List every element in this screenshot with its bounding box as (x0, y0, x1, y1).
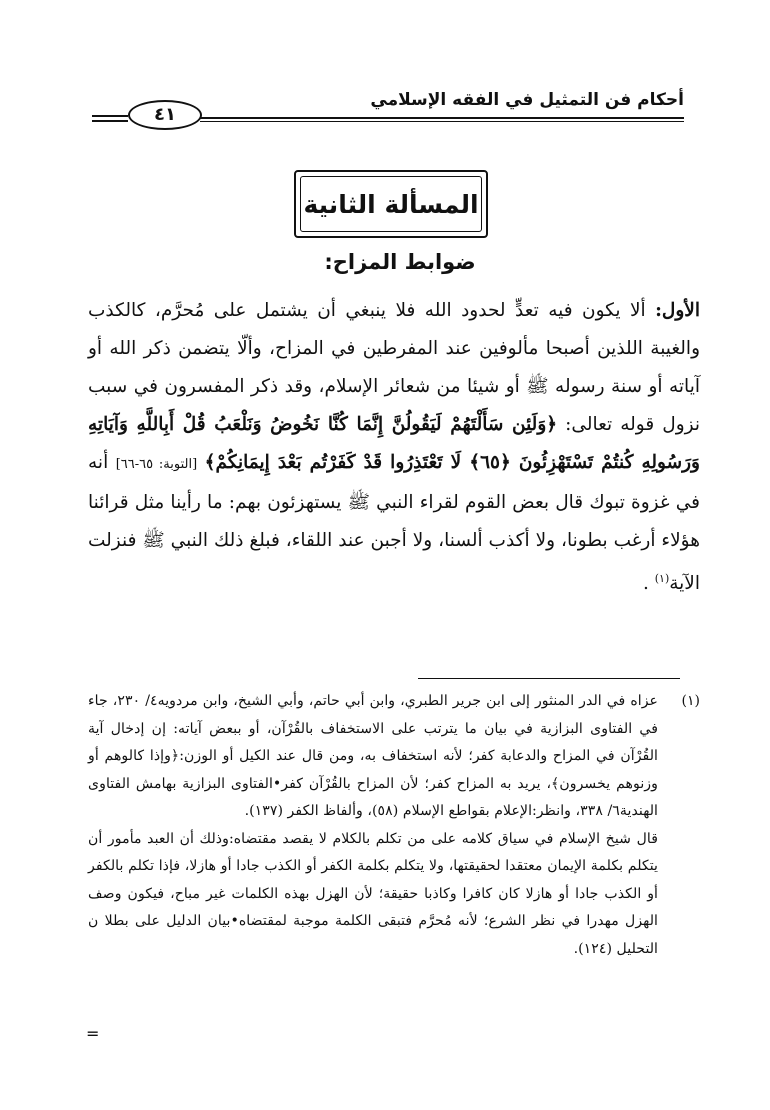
section-title-frame (294, 170, 488, 238)
footnotes (88, 688, 700, 963)
section-title: المسألة الثانية (303, 189, 479, 219)
footnote-paragraph-2: قال شيخ الإسلام في سياق كلامه على من تكلم بالكلام لا يقصد مقتضاه:وذلك أن العبد مأمور أن يتكلم بكلمة الإيمان معتقدا لحقيقتها، ولا يتكلم بكلمة الكفر أو الكذب جادا أو هازلا، فإذا تكلم بالكفر أو الكذب جادا أو هازلا كان كافرا وكاذبا حقيقة؛ لأن الهزل بهذه الكلمات غير مباح، فيكون وصف الهزل مهدرا في نظر الشرع؛ لأنه مُحرَّم فتبقى الكلمة موجبة لمقتضاه•بيان الدليل على بطلا ن التحليل (١٢٤). (88, 830, 658, 957)
header-rule (200, 117, 684, 119)
paragraph-end: . (642, 573, 649, 595)
paragraph-text-continued: أنه في غزوة تبوك قال بعض القوم لقراء النبي ﷺ يستهزئون بهم: ما رأينا مثل قرائنا هؤلاء أرغب بطونا، ولا أكذب ألسنا، ولا أجبن عند اللقاء، فبلغ ذلك النبي ﷺ فنزلت الآية (88, 452, 700, 595)
paragraph-lead: الأول: (655, 300, 700, 321)
page-number: ٤١ (128, 100, 202, 130)
footnote-reference[interactable]: (١) (654, 572, 670, 585)
footnote-paragraph: عزاه في الدر المنثور إلى ابن جرير الطبري، وابن أبي حاتم، وأبي الشيخ، وابن مردويه٤/ ٢٣٠، جاء في الفتاوى البزازية في بيان ما يترتب على الاستخفاف بالقُرْآن، أو ببعض آياته: إن إدخال آية القُرْآن في المزاح والدعابة كفر؛ لأنه استخفاف به، ومن قال عند الكيل أو الوزن:﴿وإذا كالوهم أو وزنوهم يخسرون﴾، يريد به المزاح كفر؛ لأن المزاح بالقُرْآن كفر•الفتاوى البزازية بهامش الفتاوى الهندية٦/ ٣٣٨، وانظر:الإعلام بقواطع الإسلام (٥٨)، وألفاظ الكفر (١٣٧). (88, 693, 658, 819)
page-number-rule-lower (92, 120, 128, 122)
footnote-continuation-mark: = (86, 1024, 100, 1043)
footnote-marker: (١) (681, 693, 700, 709)
book-title: أحكام فن التمثيل في الفقه الإسلامي (370, 90, 684, 110)
paragraph-text: ألا يكون فيه تعدٍّ لحدود الله فلا ينبغي أن يشتمل على مُحرَّم، كالكذب والغيبة اللذين أصبحا مألوفين عند المفرطين في المزاح، وألّا يتضمن ذكر الله أو آياته أو سنة رسوله ﷺ أو شيئا من شعائر الإسلام، وقد ذكر المفسرون في سبب نزول قوله تعالى: (88, 300, 700, 435)
footnote-divider (418, 678, 680, 679)
quran-verse: ﴿وَلَئِن سَأَلْتَهُمْ لَيَقُولُنَّ إِنَّمَا كُنَّا نَخُوضُ وَنَلْعَبُ قُلْ أَبِاللَّهِ وَآيَاتِهِ وَرَسُولِهِ كُنتُمْ تَسْتَهْزِئُونَ ﴿٦٥﴾ لَا تَعْتَذِرُوا قَدْ كَفَرْتُم بَعْدَ إِيمَانِكُمْ﴾ (88, 414, 700, 473)
page-number-rule (92, 115, 128, 117)
section-title-inner-frame (300, 176, 482, 232)
main-paragraph (88, 292, 700, 603)
verse-citation: [التوبة: ٦٥-٦٦] (115, 457, 198, 472)
subheading: ضوابط المزاح: (324, 250, 476, 274)
footnote-body (88, 688, 658, 963)
running-header (92, 82, 684, 130)
header-rule-thin (200, 121, 684, 122)
